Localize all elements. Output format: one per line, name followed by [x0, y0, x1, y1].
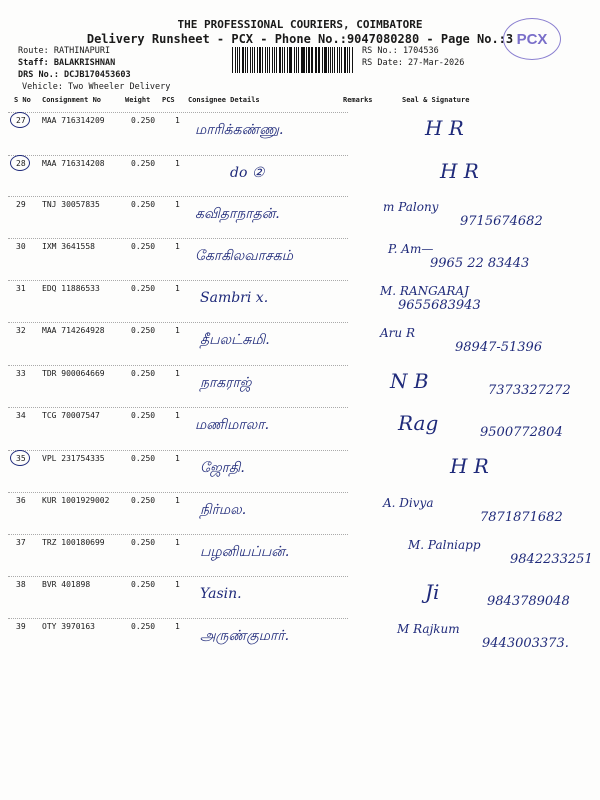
barcode-bar [344, 47, 346, 73]
company-title: THE PROFESSIONAL COURIERS, COIMBATORE [177, 18, 423, 31]
row-consignee-name: நாகராஜ் [200, 375, 252, 391]
barcode-bar [347, 47, 348, 73]
row-pcs: 1 [175, 242, 180, 251]
barcode-bar [332, 47, 333, 73]
col-remarks: Remarks [343, 96, 373, 104]
barcode-bar [311, 47, 312, 73]
row-weight: 0.250 [131, 580, 156, 589]
row-divider [8, 365, 348, 366]
row-phone-number: 9443003373. [482, 636, 569, 651]
barcode-bar [337, 47, 338, 73]
barcode-bar [272, 47, 273, 73]
route-label: Route: RATHINAPURI [18, 46, 111, 56]
barcode-bar [312, 47, 313, 73]
row-consignment-no: TCG 70007547 [42, 411, 100, 420]
row-signature: M Rajkum [397, 622, 460, 636]
row-sno: 27 [16, 116, 26, 125]
row-sno: 31 [16, 284, 26, 293]
rs-number: RS No.: 1704536 [362, 46, 439, 56]
row-weight: 0.250 [131, 454, 156, 463]
col-consignment: Consignment No [42, 96, 102, 104]
row-consignee-name: நிர்மல. [200, 502, 247, 518]
barcode-bar [289, 47, 290, 73]
row-phone-number: 9655683943 [398, 298, 481, 313]
barcode-bar [290, 47, 291, 73]
row-consignment-no: OTY 3970163 [42, 622, 95, 631]
row-phone-number: 98947-51396 [455, 340, 543, 355]
row-signature: N B [390, 369, 429, 393]
row-signature: H R [425, 116, 464, 140]
row-consignee-name: அருண்குமார். [200, 628, 290, 644]
row-phone-number: 9715674682 [460, 214, 543, 229]
row-signature: P. Am— [388, 242, 434, 256]
row-weight: 0.250 [131, 116, 156, 125]
drs-number: DRS No.: DCJB170453603 [18, 70, 131, 80]
row-divider [8, 155, 348, 156]
barcode-bar [308, 47, 309, 73]
row-weight: 0.250 [131, 369, 156, 378]
row-pcs: 1 [175, 622, 180, 631]
barcode-bar [239, 47, 240, 73]
barcode-bar [279, 47, 281, 73]
barcode-bar [334, 47, 335, 73]
barcode-bar [265, 47, 266, 73]
row-signature: Aru R [380, 326, 415, 340]
barcode-bar [330, 47, 331, 73]
row-pcs: 1 [175, 159, 180, 168]
row-consignee-name: மாரிக்கண்ணு. [195, 122, 284, 138]
barcode-bar [352, 47, 353, 73]
row-signature: M. Palniapp [408, 538, 481, 552]
row-weight: 0.250 [131, 200, 156, 209]
row-sno: 30 [16, 242, 26, 251]
row-weight: 0.250 [131, 538, 156, 547]
row-consignment-no: MAA 714264928 [42, 326, 105, 335]
barcode-bar [296, 47, 297, 73]
barcode-bar [247, 47, 248, 73]
barcode-bar [287, 47, 288, 73]
row-consignment-no: KUR 1001929002 [42, 496, 110, 505]
row-divider [8, 492, 348, 493]
row-signature: H R [450, 454, 489, 478]
row-consignee-name: கவிதாநாதன். [195, 206, 280, 222]
row-divider [8, 280, 348, 281]
row-phone-number: 9843789048 [487, 594, 570, 609]
row-consignment-no: TDR 900064669 [42, 369, 105, 378]
row-weight: 0.250 [131, 496, 156, 505]
row-sno: 38 [16, 580, 26, 589]
row-signature: M. RANGARAJ [380, 284, 469, 298]
row-pcs: 1 [175, 326, 180, 335]
row-divider [8, 534, 348, 535]
row-sno: 33 [16, 369, 26, 378]
barcode-bar [276, 47, 277, 73]
barcode-bar [259, 47, 261, 73]
barcode-bar [302, 47, 304, 73]
row-divider [8, 450, 348, 451]
row-consignment-no: EDQ 11886533 [42, 284, 100, 293]
barcode-bar [262, 47, 263, 73]
row-consignee-name: ஜோதி. [200, 460, 245, 476]
barcode-bar [298, 47, 299, 73]
col-sno: S No [14, 96, 31, 104]
rs-date: RS Date: 27-Mar-2026 [362, 58, 465, 68]
row-sno: 28 [16, 159, 26, 168]
row-pcs: 1 [175, 496, 180, 505]
row-weight: 0.250 [131, 411, 156, 420]
barcode-bar [252, 47, 253, 73]
barcode-bar [282, 47, 283, 73]
row-weight: 0.250 [131, 284, 156, 293]
row-divider [8, 618, 348, 619]
row-consignee-name: பழனியப்பன். [200, 544, 290, 560]
row-consignee-name: Sambri x. [200, 290, 269, 306]
barcode-bar [306, 47, 307, 73]
row-pcs: 1 [175, 580, 180, 589]
row-consignment-no: MAA 716314208 [42, 159, 105, 168]
row-sno: 37 [16, 538, 26, 547]
row-phone-number: 9500772804 [480, 425, 563, 440]
row-phone-number: 7373327272 [488, 383, 571, 398]
row-weight: 0.250 [131, 326, 156, 335]
barcode-bar [349, 47, 350, 73]
row-pcs: 1 [175, 116, 180, 125]
barcode-bar [254, 47, 255, 73]
row-consignee-name: தீபலட்சுமி. [200, 332, 270, 348]
barcode-bar [245, 47, 246, 73]
row-sno: 34 [16, 411, 26, 420]
staff-label: Staff: BALAKRISHNAN [18, 58, 116, 68]
barcode-bar [315, 47, 316, 73]
col-weight: Weight [125, 96, 151, 104]
row-pcs: 1 [175, 369, 180, 378]
row-phone-number: 9965 22 83443 [430, 256, 530, 271]
row-phone-number: 7871871682 [480, 510, 563, 525]
row-consignment-no: VPL 231754335 [42, 454, 105, 463]
row-consignment-no: TRZ 100180699 [42, 538, 105, 547]
barcode-bar [294, 47, 295, 73]
barcode-bar [269, 47, 270, 73]
barcode-bar [284, 47, 285, 73]
barcode-bar [250, 47, 251, 73]
row-signature: Ji [425, 580, 440, 604]
row-weight: 0.250 [131, 159, 156, 168]
barcode-bar [339, 47, 340, 73]
row-pcs: 1 [175, 200, 180, 209]
barcode-bar [341, 47, 342, 73]
row-divider [8, 407, 348, 408]
col-pcs: PCS [162, 96, 175, 104]
row-divider [8, 196, 348, 197]
barcode-bar [232, 47, 233, 73]
row-divider [8, 112, 348, 113]
row-consignment-no: IXM 3641558 [42, 242, 95, 251]
row-signature: H R [440, 159, 479, 183]
barcode-bar [274, 47, 275, 73]
barcode-bar [324, 47, 326, 73]
row-consignment-no: TNJ 30057835 [42, 200, 100, 209]
row-consignee-name: கோகிலவாசகம் [195, 248, 293, 264]
row-pcs: 1 [175, 284, 180, 293]
row-consignment-no: MAA 716314209 [42, 116, 105, 125]
pcx-stamp: PCX [503, 18, 561, 60]
col-details: Consignee Details [188, 96, 260, 104]
barcode-bar [242, 47, 244, 73]
row-divider [8, 238, 348, 239]
row-signature: A. Divya [383, 496, 434, 510]
row-consignment-no: BVR 401898 [42, 580, 91, 589]
row-sno: 32 [16, 326, 26, 335]
row-consignee-name: do ② [230, 165, 265, 181]
row-signature: m Palony [383, 200, 439, 214]
row-divider [8, 576, 348, 577]
row-consignee-name: மணிமாலா. [195, 417, 270, 433]
vehicle-label: Vehicle: Two Wheeler Delivery [22, 82, 171, 92]
row-sno: 36 [16, 496, 26, 505]
barcode-bar [301, 47, 302, 73]
row-pcs: 1 [175, 538, 180, 547]
row-phone-number: 9842233251 [510, 552, 593, 567]
barcode [232, 47, 354, 73]
barcode-bar [322, 47, 323, 73]
col-seal: Seal & Signature [402, 96, 470, 104]
row-signature: Rag [398, 411, 439, 435]
runsheet-title: Delivery Runsheet - PCX - Phone No.:9047080280 - Page No.:3 [86, 32, 514, 46]
barcode-bar [257, 47, 258, 73]
barcode-bar [235, 47, 236, 73]
row-sno: 35 [16, 454, 26, 463]
row-consignee-name: Yasin. [200, 586, 242, 602]
barcode-bar [267, 47, 268, 73]
row-pcs: 1 [175, 411, 180, 420]
row-weight: 0.250 [131, 622, 156, 631]
row-sno: 39 [16, 622, 26, 631]
barcode-bar [237, 47, 238, 73]
barcode-bar [319, 47, 320, 73]
row-weight: 0.250 [131, 242, 156, 251]
row-sno: 29 [16, 200, 26, 209]
barcode-bar [318, 47, 319, 73]
row-divider [8, 322, 348, 323]
barcode-bar [328, 47, 329, 73]
row-pcs: 1 [175, 454, 180, 463]
